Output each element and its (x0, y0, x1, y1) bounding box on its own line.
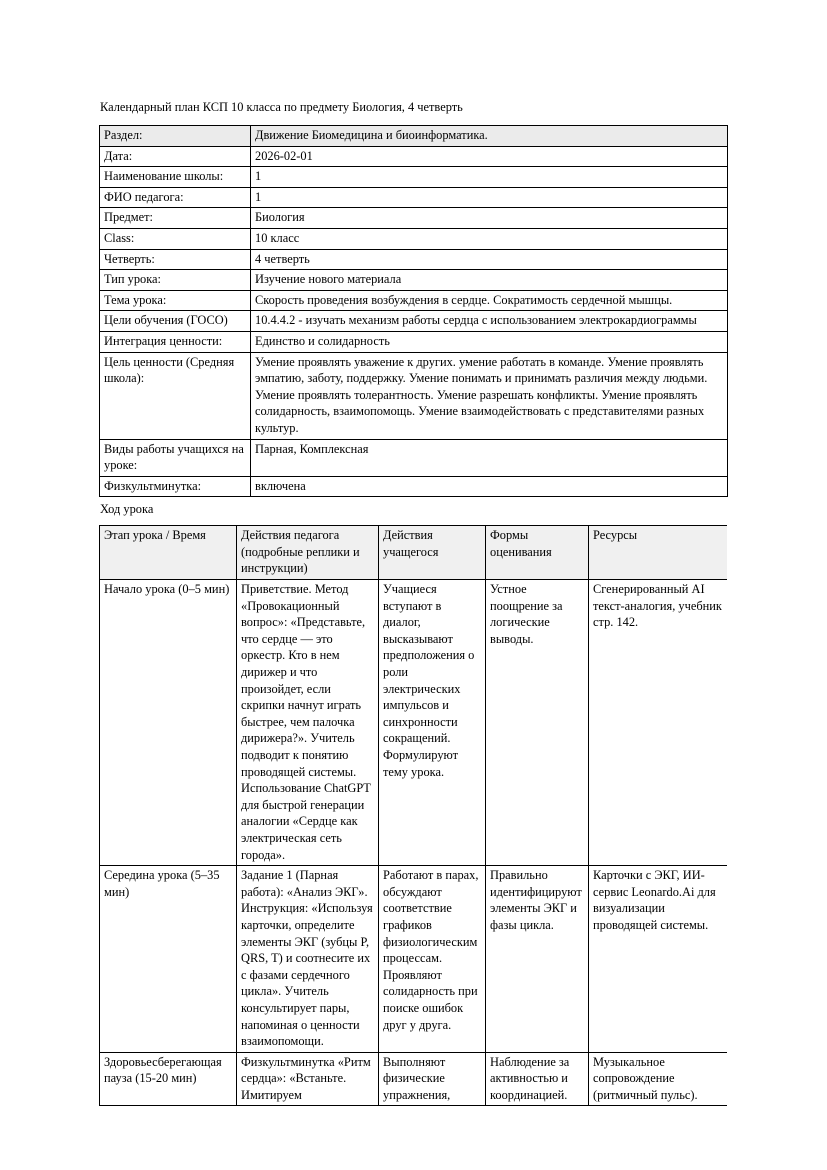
assessment-cell: Наблюдение за активностью и координацией. (486, 1052, 589, 1106)
info-label-cell: Тема урока: (100, 290, 251, 311)
table-row (100, 866, 728, 1053)
info-label-cell: Интеграция ценности: (100, 331, 251, 352)
column-header: Действия педагога (подробные реплики и инструкции) (237, 526, 379, 580)
info-label-cell: Цель ценности (Средняя школа): (100, 352, 251, 439)
table-row (100, 1052, 728, 1106)
table-row (100, 290, 728, 311)
student-actions-cell: Работают в парах, обсуждают соответствие графиков физиологическим процессам. Проявляют солидарность при поиске ошибок друг у друга. (379, 866, 486, 1053)
info-label-cell: Физкультминутка: (100, 476, 251, 497)
lesson-flow-head (100, 526, 728, 580)
table-row (100, 476, 728, 497)
table-row (100, 439, 728, 476)
resources-cell: Музыкальное сопровождение (ритмичный пульс). (589, 1052, 728, 1106)
info-value-cell: 10.4.4.2 - изучать механизм работы сердца с использованием электрокардиограммы (251, 311, 728, 332)
student-actions-cell: Учащиеся вступают в диалог, высказывают предположения о роли электрических импульсов и синхронности сокращений. Формулируют тему урока. (379, 580, 486, 866)
resources-cell: Сгенерированный AI текст-аналогия, учебник стр. 142. (589, 580, 728, 866)
info-value-cell: Биология (251, 208, 728, 229)
table-row (100, 187, 728, 208)
assessment-cell: Правильно идентифицируют элементы ЭКГ и фазы цикла. (486, 866, 589, 1053)
table-header-row (100, 526, 728, 580)
table-row (100, 580, 728, 866)
info-label-cell: Class: (100, 228, 251, 249)
info-value-cell: Скорость проведения возбуждения в сердце. Сократимость сердечной мышцы. (251, 290, 728, 311)
page-title: Календарный план КСП 10 класса по предмету Биология, 4 четверть (100, 100, 463, 114)
table-row (100, 352, 728, 439)
table-row (100, 228, 728, 249)
assessment-cell: Устное поощрение за логические выводы. (486, 580, 589, 866)
info-label-cell: Дата: (100, 146, 251, 167)
info-label-cell: Наименование школы: (100, 167, 251, 188)
lesson-flow-table (99, 525, 727, 1106)
table-row (100, 249, 728, 270)
info-value-cell: включена (251, 476, 728, 497)
info-value-cell: Умение проявлять уважение к других. умение работать в команде. Умение проявлять эмпатию, заботу, поддержку. Умение понимать и принимать различия между людьми. Умение проявлять толерантность. Умение разрешать конфликты. Умение проявлять солидарность, взаимопомощь. Умение взаимодействовать с представителями разных культур. (251, 352, 728, 439)
info-value-cell: Изучение нового материала (251, 270, 728, 291)
table-row (100, 167, 728, 188)
lesson-flow-clip (99, 525, 727, 1106)
info-value-cell: Движение Биомедицина и биоинформатика. (251, 126, 728, 147)
info-label-cell: Раздел: (100, 126, 251, 147)
lesson-info-body (100, 126, 728, 497)
column-header: Ресурсы (589, 526, 728, 580)
teacher-actions-cell: Приветствие. Метод «Провокационный вопрос»: «Представьте, что сердце — это оркестр. Кто в нем дирижер и что произойдет, если скрипки начнут играть быстрее, чем палочка дирижера?». Учитель подводит к понятию проводящей системы. Использование ChatGPT для быстрой генерации аналогии «Сердце как электрическая сеть города». (237, 580, 379, 866)
info-value-cell: 1 (251, 187, 728, 208)
column-header: Действия учащегося (379, 526, 486, 580)
info-label-cell: Тип урока: (100, 270, 251, 291)
info-value-cell: Парная, Комплексная (251, 439, 728, 476)
info-value-cell: 4 четверть (251, 249, 728, 270)
table-row (100, 208, 728, 229)
stage-cell: Начало урока (0–5 мин) (100, 580, 237, 866)
lesson-info-table (99, 125, 728, 497)
info-label-cell: Виды работы учащихся на уроке: (100, 439, 251, 476)
table-row (100, 126, 728, 147)
table-row (100, 331, 728, 352)
teacher-actions-cell: Задание 1 (Парная работа): «Анализ ЭКГ». Инструкция: «Используя карточки, определите элементы ЭКГ (зубцы P, QRS, T) и соотнесите их с фазами сердечного цикла». Учитель консультирует пары, напоминая о ценности взаимопомощи. (237, 866, 379, 1053)
info-value-cell: 10 класс (251, 228, 728, 249)
info-value-cell: 2026-02-01 (251, 146, 728, 167)
info-value-cell: Единство и солидарность (251, 331, 728, 352)
student-actions-cell: Выполняют физические упражнения, (379, 1052, 486, 1106)
resources-cell: Карточки с ЭКГ, ИИ-сервис Leonardo.Ai для визуализации проводящей системы. (589, 866, 728, 1053)
table-row (100, 146, 728, 167)
info-label-cell: Четверть: (100, 249, 251, 270)
lesson-flow-heading: Ход урока (100, 502, 154, 517)
info-label-cell: Предмет: (100, 208, 251, 229)
info-label-cell: Цели обучения (ГОСО) (100, 311, 251, 332)
stage-cell: Здоровьесберегающая пауза (15-20 мин) (100, 1052, 237, 1106)
stage-cell: Середина урока (5–35 мин) (100, 866, 237, 1053)
table-row (100, 270, 728, 291)
teacher-actions-cell: Физкультминутка «Ритм сердца»: «Встаньте. Имитируем (237, 1052, 379, 1106)
info-label-cell: ФИО педагога: (100, 187, 251, 208)
info-value-cell: 1 (251, 167, 728, 188)
column-header: Формы оценивания (486, 526, 589, 580)
table-row (100, 311, 728, 332)
lesson-flow-body (100, 580, 728, 1106)
column-header: Этап урока / Время (100, 526, 237, 580)
